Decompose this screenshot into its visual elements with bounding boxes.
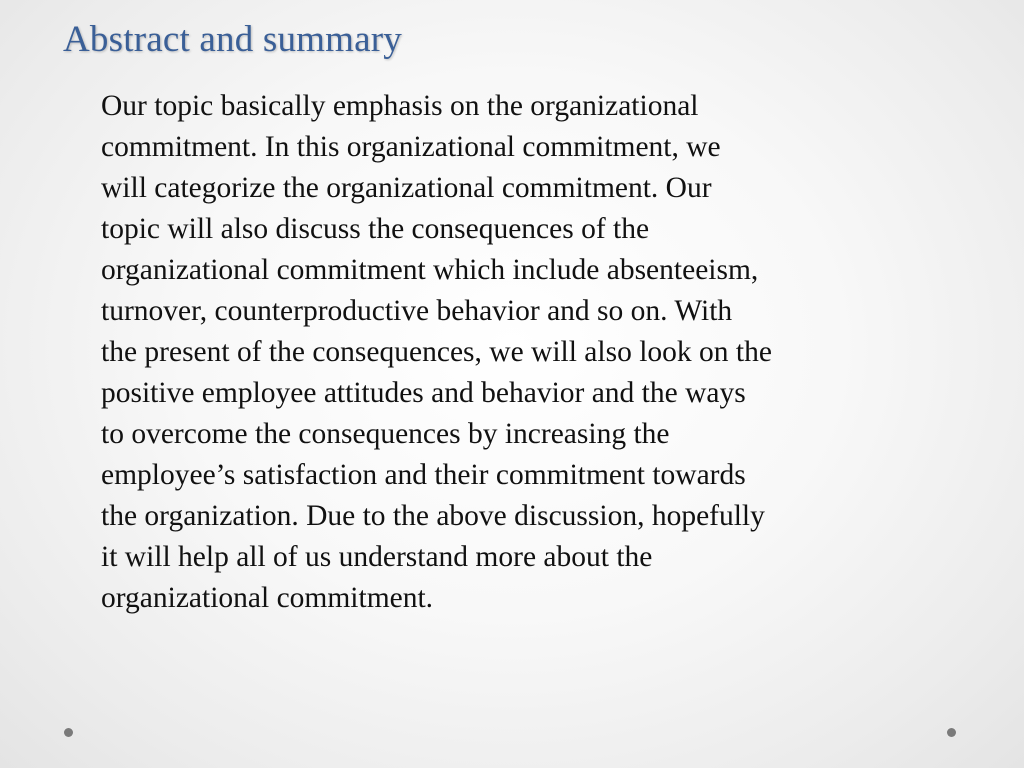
body-line: will categorize the organizational commitment. Our xyxy=(101,172,712,204)
body-line: topic will also discuss the consequences of the xyxy=(101,213,650,245)
body-line: organizational commitment which include absenteeism, xyxy=(101,254,759,286)
body-line: to overcome the consequences by increasing the xyxy=(101,418,670,450)
body-line: positive employee attitudes and behavior and the ways xyxy=(101,377,746,409)
body-line: the organization. Due to the above discussion, hopefully xyxy=(101,500,765,532)
body-line: organizational commitment. xyxy=(101,582,434,614)
body-line: Our topic basically emphasis on the organizational xyxy=(101,90,699,122)
body-line: employee’s satisfaction and their commitment towards xyxy=(101,459,746,491)
slide-body-text xyxy=(101,86,981,619)
body-line: the present of the consequences, we will also look on the xyxy=(101,336,772,368)
body-line: commitment. In this organizational commitment, we xyxy=(101,131,721,163)
body-line: it will help all of us understand more about the xyxy=(101,541,653,573)
bottom-left-dot-icon xyxy=(64,728,73,737)
bottom-right-dot-icon xyxy=(947,728,956,737)
slide-title: Abstract and summary xyxy=(63,19,402,60)
body-line: turnover, counterproductive behavior and so on. With xyxy=(101,295,733,327)
